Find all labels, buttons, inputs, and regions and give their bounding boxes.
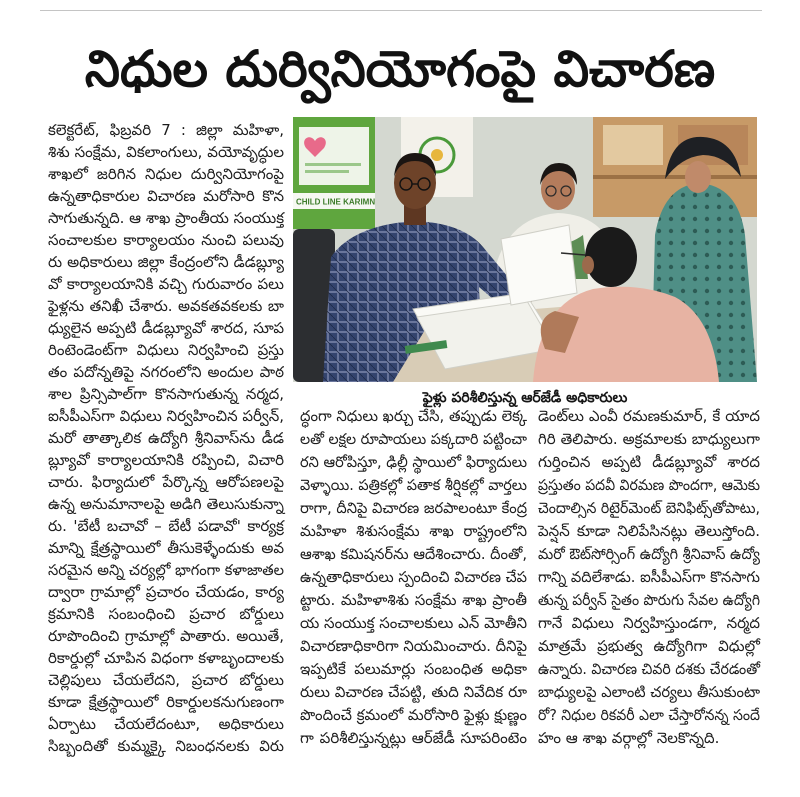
text-line: మాన్ని క్షేత్రస్థాయిలో తీసుకెళ్ళేందుకు అవ xyxy=(48,539,284,557)
text-line: రింటెండెంట్‌గా విధులు నిర్వహించి ప్రస్తు xyxy=(48,341,284,359)
text-line: ఐసీపీఎస్‌గా విధులు నిర్వహించిన పర్వీన్, xyxy=(48,407,285,425)
text-line: ఏర్పాటు చేయలేదంటూ, అధికారులు xyxy=(48,715,284,733)
text-line: ఉన్నారు. విచారణ చివరి దశకు చేరడంతో xyxy=(538,660,761,678)
text-line: వో కార్యాలయానికి వచ్చి గురువారం పలు xyxy=(48,275,284,293)
text-line: చెందాల్సిన రిటైర్‌మెంట్ బెనిఫిట్స్‌తోపాటు, xyxy=(538,499,761,517)
text-line: బాధ్యులపై ఎలాంటి చర్యలు తీసుకుంటా xyxy=(538,683,760,701)
text-line: రు. 'బేటీ బచావో – బేటీ పడావో' కార్యక్ర xyxy=(48,517,284,535)
text-line: కూడా క్షేత్రస్థాయిలో రికార్డులకనుగుణంగా xyxy=(48,693,284,711)
text-line: రూపొందించి గ్రామాల్లో పాతారు. అయితే, xyxy=(48,627,284,645)
text-line: గాన్ని వదిలేశాడు. ఐసీపీఎస్‌గా కొనసాగు xyxy=(538,568,760,586)
text-line: సాగుతున్నది. ఆ శాఖ ప్రాంతీయ సంయుక్త xyxy=(48,209,285,227)
top-rule xyxy=(40,10,762,11)
text-line: సరమైన అన్ని చర్యల్లో భాగంగా కళాజాతల xyxy=(48,561,285,579)
text-line: ఉన్నతాధికారుల విచారణ మరోసారి కొన xyxy=(48,187,284,205)
article-photo-illustration xyxy=(293,117,757,382)
article-photo xyxy=(293,117,757,382)
text-line: రాగా, దీనిపై విచారణ జరపాలంటూ కేంద్ర xyxy=(300,499,528,517)
text-line: తం పదోన్నతిపై నగరంలోని అందుల పాఠ xyxy=(48,363,284,381)
text-line: తున్న పర్వీన్ సైతం పొరుగు సేవల ఉద్యోగి xyxy=(538,591,761,609)
text-line: చెల్లిపులు చేయలేదని, ప్రచార బోర్డులు xyxy=(48,671,284,689)
text-line: గానే విధులు నిర్వహిస్తుండగా, నర్మద xyxy=(538,614,760,632)
text-line: రో? నిధుల రికవరీ ఎలా చేస్తారోనన్న సందే xyxy=(538,706,760,724)
photo-caption: ఫైళ్లు పరిశీలిస్తున్న ఆర్‌జేడీ అధికారులు xyxy=(422,390,628,406)
text-line: ట్టారు. మహిళాశిశు సంక్షేమ శాఖ ప్రాంతీ xyxy=(300,591,527,609)
text-line: డెంట్‌లు ఎంవీ రమణకుమార్, కే యాద xyxy=(538,407,760,425)
headline: నిధుల దుర్వినియోగంపై విచారణ xyxy=(84,40,716,98)
text-line: కలెక్టరేట్, ఫిబ్రవరి 7 : జిల్లా మహిళా, xyxy=(48,121,284,139)
text-line: ధ్యులైన అప్పటి డీడబ్ల్యూవో శారద, సూప xyxy=(48,319,285,337)
text-line: బ్ల్యూవో కార్యాలయానికి రప్పించి, విచారి xyxy=(48,451,285,469)
text-line: య సంయుక్త సంచాలకులు ఎన్ మోతీని xyxy=(300,614,527,632)
text-line: పొందించే క్రమంలో మరోసారి ఫైళ్లు క్షుణ్ణం xyxy=(300,706,527,724)
text-line: మహిళా శిశుసంక్షేమ శాఖ రాష్ట్రంలోని xyxy=(300,522,527,540)
text-line: రులు విచారణ చేపట్టి, తుది నివేదిక రూ xyxy=(300,683,527,701)
text-line: ఫైళ్లను తనిఖీ చేశారు. అవకతవకలకు బా xyxy=(48,297,284,315)
text-line: ఆశాఖ కమిషనర్‌ను ఆదేశించారు. దీంతో, xyxy=(300,545,527,563)
text-line: మరో ఔట్‌సోర్సింగ్ ఉద్యోగి శ్రీనివాస్ ఉద్యో xyxy=(538,545,761,563)
article-column-1 xyxy=(48,119,284,757)
article-column-2 xyxy=(300,405,527,750)
text-line: గిరి తెలిపారు. అక్రమాలకు బాధ్యులుగా xyxy=(538,430,760,448)
text-line: శాల ప్రిన్సిపాల్‌గా కొనసాగుతున్న నర్మద, xyxy=(48,385,284,403)
text-line: హం ఆ శాఖ వర్గాల్లో నెలకొన్నది. xyxy=(538,729,720,747)
article-column-3 xyxy=(538,405,760,750)
text-line: పెన్షన్ కూడా నిలిపేసినట్లు తెలుస్తోంది. xyxy=(538,522,760,540)
text-line: ఉన్న అనుమానాలపై అడిగి తెలుసుకున్నా xyxy=(48,495,284,513)
photo-poster-childline xyxy=(293,117,375,229)
text-line: గుర్తించిన అప్పటి డీడబ్ల్యూవో శారద xyxy=(538,453,760,471)
poster-text: CHILD LINE KARIMN xyxy=(296,197,376,207)
text-line: లతో లక్షల రూపాయలు పక్కదారి పట్టించా xyxy=(300,430,528,448)
text-line: మాత్రమే ప్రభుత్వ ఉద్యోగిగా విధుల్లో xyxy=(538,637,760,655)
text-line: ద్వారా గ్రామాల్లో ప్రచారం చేయడం, కార్య xyxy=(48,583,285,601)
text-line: చారు. ఫిర్యాదులో పేర్కొన్న ఆరోపణలపై xyxy=(48,473,284,491)
text-line: సిబ్బందితో కుమ్మక్కై నిబంధనలకు విరు xyxy=(48,737,284,755)
text-line: రని ఆరోపిస్తూ, ఢిల్లీ స్థాయిలో ఫిర్యాదులు xyxy=(300,453,528,471)
text-line: ప్రస్తుతం పదవీ విరమణ పొందగా, ఆమెకు xyxy=(538,476,760,494)
text-line: మరో తాత్కాలిక ఉద్యోగి శ్రీనివాస్‌ను డీడ xyxy=(48,429,284,447)
text-line: శాఖలో జరిగిన నిధుల దుర్వినియోగంపై xyxy=(48,165,284,183)
text-line: ద్ధంగా నిధులు ఖర్చు చేసి, తప్పుడు లెక్క xyxy=(300,407,527,425)
text-line: ఇప్పటికే పలుమార్లు సంబంధిత అధికా xyxy=(300,660,527,678)
text-line: విచారణాధికారిగా నియమించారు. దీనిపై xyxy=(300,637,528,655)
text-line: క్రమానికి సంబంధించి ప్రచార బోర్డులు xyxy=(48,605,284,623)
text-line: రు అధికారులు జిల్లా కేంద్రంలోని డీడబ్ల్యూ xyxy=(48,253,284,271)
text-line: ఉన్నతాధికారులు స్పందించి విచారణ చేప xyxy=(300,568,527,586)
text-line: శిశు సంక్షేమ, వికలాంగులు, వయోవృద్ధుల xyxy=(48,143,284,161)
text-line: సంచాలకుల కార్యాలయం నుంచి పలువు xyxy=(48,231,284,249)
text-line: వెళ్ళాయి. పత్రికల్లో పతాక శీర్షికల్లో వార్తలు xyxy=(300,476,528,494)
text-line: రికార్డుల్లో చూపిన విధంగా కళాబృందాలకు xyxy=(48,649,285,667)
text-line: గా పరిశీలిస్తున్నట్లు ఆర్‌జేడీ సూపరింటెం xyxy=(300,729,527,747)
